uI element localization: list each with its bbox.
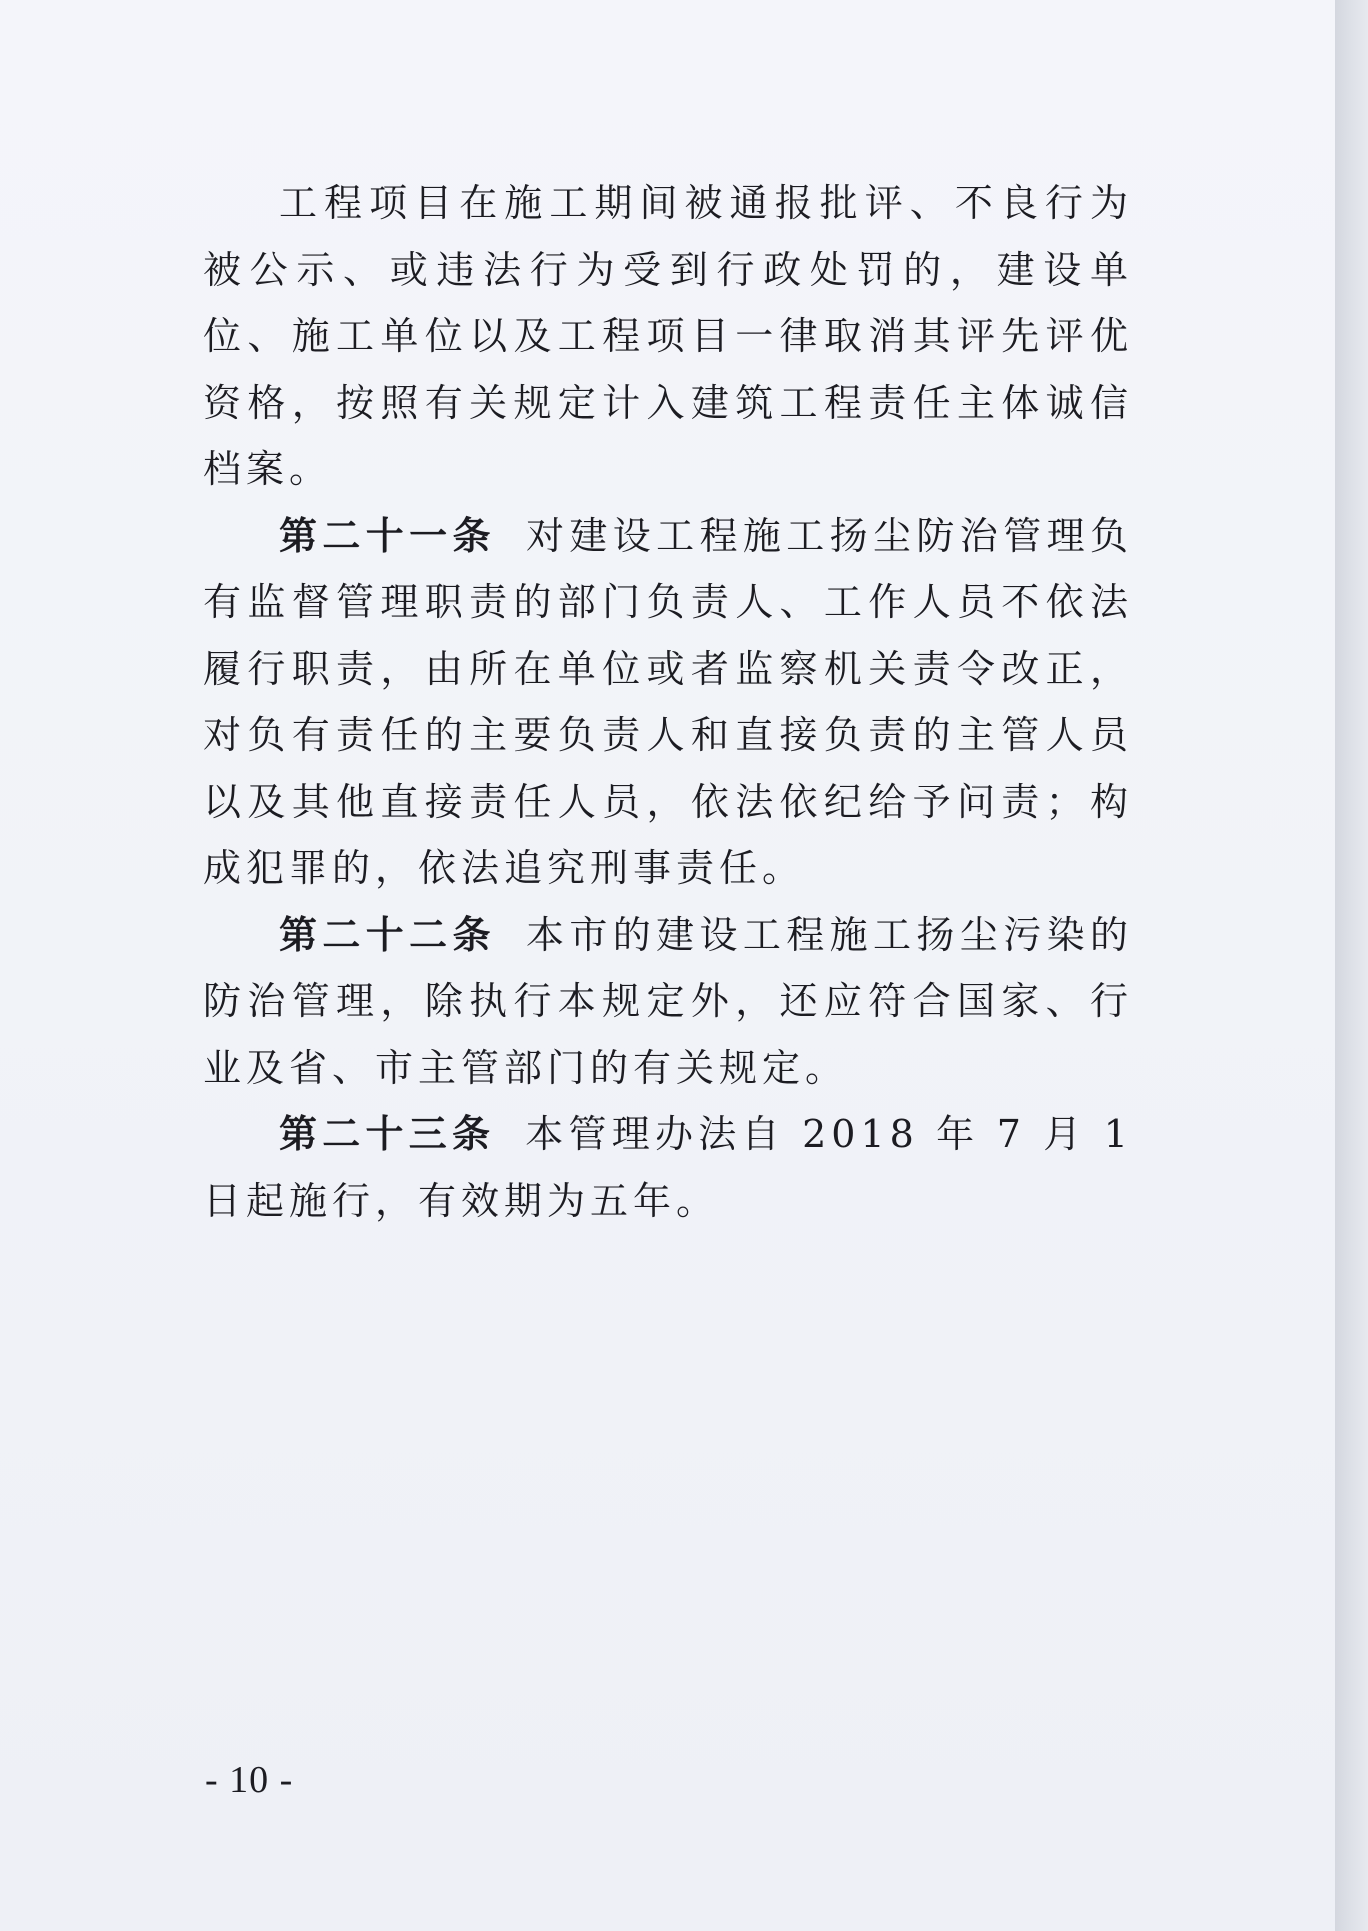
article-21 <box>203 503 1133 902</box>
paragraph-1-text: 工程项目在施工期间被通报批评、不良行为被公示、或违法行为受到行政处罚的，建设单位、施工单位以及工程项目一律取消其评先评优资格，按照有关规定计入建筑工程责任主体诚信档案。 <box>203 181 1133 491</box>
article-22-text: 本市的建设工程施工扬尘污染的防治管理，除执行本规定外，还应符合国家、行业及省、市主管部门的有关规定。 <box>203 912 1133 1090</box>
article-22 <box>203 902 1133 1102</box>
article-23 <box>203 1101 1133 1234</box>
document-body <box>203 170 1133 1234</box>
article-22-number: 第二十二条 <box>279 911 496 957</box>
article-21-text: 对建设工程施工扬尘防治管理负有监督管理职责的部门负责人、工作人员不依法履行职责，由所在单位或者监察机关责令改正，对负有责任的主要负责人和直接负责的主管人员以及其他直接责任人员，依法依纪给予问责；构成犯罪的，依法追究刑事责任。 <box>203 513 1133 890</box>
article-21-number: 第二十一条 <box>279 512 496 558</box>
page-number: - 10 - <box>205 1759 294 1801</box>
article-23-text: 本管理办法自 2018 年 7 月 1 日起施行，有效期为五年。 <box>203 1112 1133 1223</box>
paragraph-1 <box>203 170 1133 503</box>
scan-edge <box>1335 0 1368 1931</box>
article-23-number: 第二十三条 <box>279 1111 496 1156</box>
